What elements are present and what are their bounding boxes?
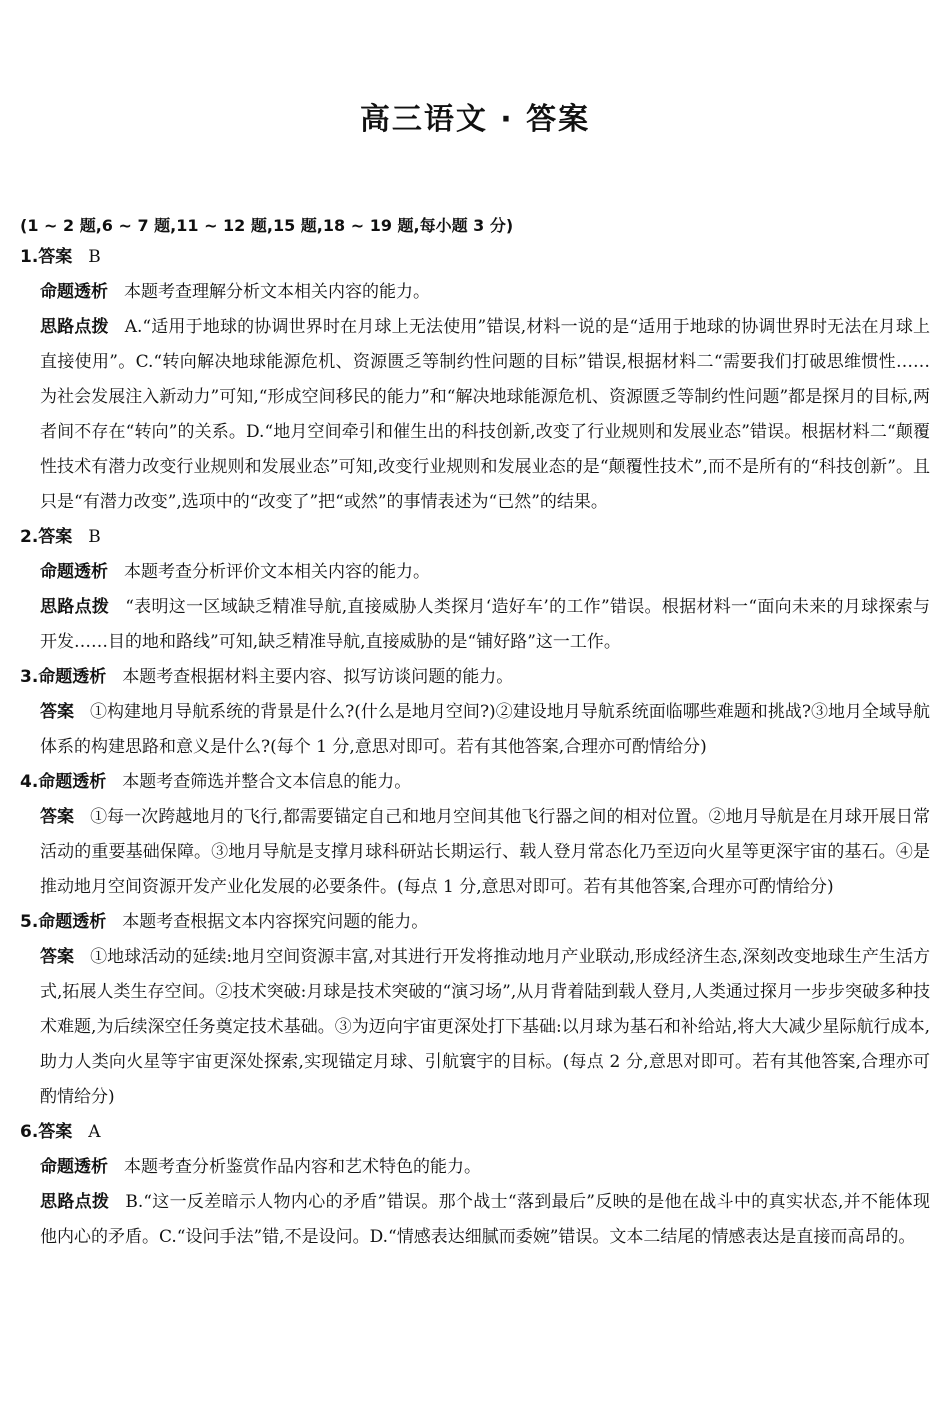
question-5	[20, 905, 930, 1115]
analysis-label: 命题透析	[38, 667, 107, 687]
analysis-label: 命题透析	[38, 772, 107, 792]
answer-value: B	[88, 247, 101, 267]
answer-text: ①地球活动的延续:地月空间资源丰富,对其进行开发将推动地月产业联动,形成经济生态,深刻改变地球生产生活方式,拓展人类生存空间。②技术突破:月球是技术突破的“演习场”,从月背着陆到载人登月,人类通过探月一步步突破多种技术难题,为后续深空任务奠定技术基础。③为迈向宇宙更深处打下基础:以月球为基石和补给站,将大大减少星际航行成本,助力人类向火星等宇宙更深处探索,实现锚定月球、引航寰宇的目标。(每点 2 分,意思对即可。若有其他答案,合理亦可酌情给分)	[40, 947, 930, 1107]
question-6	[20, 1115, 930, 1255]
answer-value: B	[88, 527, 101, 547]
hint-label: 思路点拨	[40, 597, 110, 617]
answer-label: 答案	[40, 702, 75, 722]
question-number: 5.	[20, 912, 39, 932]
answer-value: A	[88, 1122, 101, 1142]
question-2	[20, 520, 930, 660]
analysis-label: 命题透析	[38, 912, 107, 932]
question-number: 3.	[20, 667, 39, 687]
question-number: 6.	[20, 1122, 39, 1142]
answer-label: 答案	[38, 527, 73, 547]
answer-text: ①构建地月导航系统的背景是什么?(什么是地月空间?)②建设地月导航系统面临哪些难题和挑战?③地月全域导航体系的构建思路和意义是什么?(每个 1 分,意思对即可。若有其他答案,合理亦可酌情给分)	[40, 702, 930, 757]
question-3	[20, 660, 930, 765]
analysis-label: 命题透析	[40, 562, 108, 582]
scoring-note: (1 ~ 2 题,6 ~ 7 题,11 ~ 12 题,15 题,18 ~ 19 题,每小题 3 分)	[20, 216, 514, 235]
answer-content	[20, 240, 930, 1347]
page-title: 高三语文 · 答案	[359, 102, 591, 137]
question-4	[20, 765, 930, 905]
question-1	[20, 240, 930, 520]
answer-text: ①每一次跨越地月的飞行,都需要锚定自己和地月空间其他飞行器之间的相对位置。②地月导航是在月球开展日常活动的重要基础保障。③地月导航是支撑月球科研站长期运行、载人登月常态化乃至迈向火星等更深宇宙的基石。④是推动地月空间资源开发产业化发展的必要条件。(每点 1 分,意思对即可。若有其他答案,合理亦可酌情给分)	[40, 807, 930, 897]
answer-label: 答案	[40, 807, 75, 827]
question-number: 4.	[20, 772, 39, 792]
analysis-text: 本题考查根据材料主要内容、拟写访谈问题的能力。	[122, 667, 514, 687]
question-number: 1.	[20, 247, 39, 267]
answer-label: 答案	[38, 247, 73, 267]
analysis-label: 命题透析	[40, 282, 108, 302]
hint-label: 思路点拨	[40, 1192, 110, 1212]
analysis-text: 本题考查理解分析文本相关内容的能力。	[124, 282, 430, 302]
hint-text: B.“这一反差暗示人物内心的矛盾”错误。那个战士“落到最后”反映的是他在战斗中的真实状态,并不能体现他内心的矛盾。C.“设问手法”错,不是设问。D.“情感表达细腻而委婉”错误。文本二结尾的情感表达是直接而高昂的。	[40, 1192, 930, 1247]
analysis-text: 本题考查筛选并整合文本信息的能力。	[122, 772, 412, 792]
analysis-text: 本题考查分析鉴赏作品内容和艺术特色的能力。	[124, 1157, 481, 1177]
analysis-text: 本题考查分析评价文本相关内容的能力。	[124, 562, 430, 582]
answer-label: 答案	[40, 947, 75, 967]
question-number: 2.	[20, 527, 39, 547]
hint-text: A.“适用于地球的协调世界时在月球上无法使用”错误,材料一说的是“适用于地球的协调世界时无法在月球上直接使用”。C.“转向解决地球能源危机、资源匮乏等制约性问题的目标”错误,根据材料二“需要我们打破思维惯性……为社会发展注入新动力”可知,“形成空间移民的能力”和“解决地球能源危机、资源匮乏等制约性问题”都是探月的目标,两者间不存在“转向”的关系。D.“地月空间牵引和催生出的科技创新,改变了行业规则和发展业态”错误。根据材料二“颠覆性技术有潜力改变行业规则和发展业态”可知,改变行业规则和发展业态的是“颠覆性技术”,而不是所有的“科技创新”。且只是“有潜力改变”,选项中的“改变了”把“或然”的事情表述为“已然”的结果。	[40, 317, 930, 512]
analysis-label: 命题透析	[40, 1157, 108, 1177]
analysis-text: 本题考查根据文本内容探究问题的能力。	[122, 912, 429, 932]
answer-label: 答案	[38, 1122, 73, 1142]
hint-label: 思路点拨	[40, 317, 109, 337]
hint-text: “表明这一区域缺乏精准导航,直接威胁人类探月‘造好车’的工作”错误。根据材料一“面向未来的月球探索与开发……目的地和路线”可知,缺乏精准导航,直接威胁的是“铺好路”这一工作。	[40, 597, 930, 652]
